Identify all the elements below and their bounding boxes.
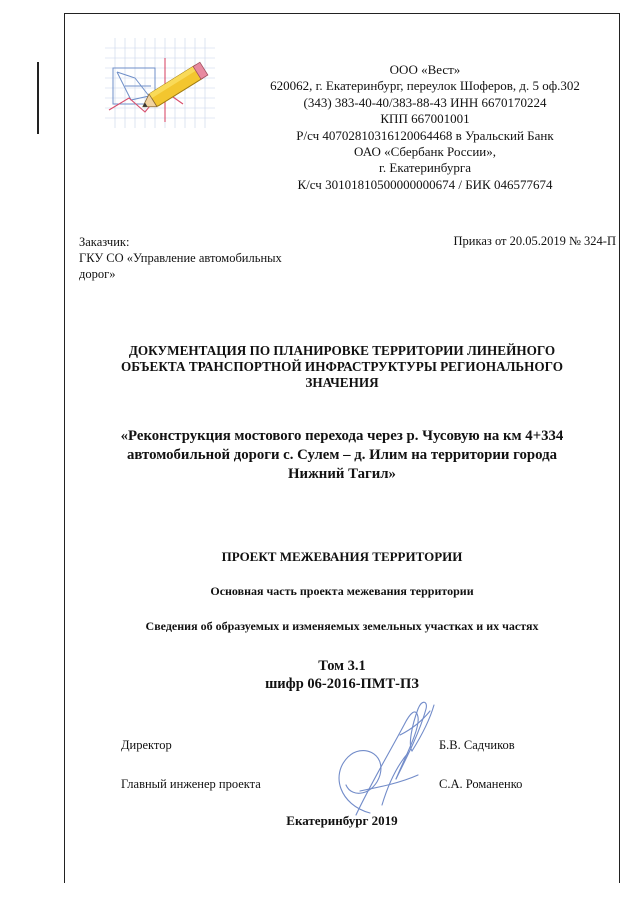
document-title [66,343,618,391]
document-title-line1: ДОКУМЕНТАЦИЯ ПО ПЛАНИРОВКЕ ТЕРРИТОРИИ ЛИНЕЙНОГО [128,343,556,358]
volume-number: Том 3.1 [318,658,366,674]
customer-block [79,234,339,282]
customer-name-line1: ГКУ СО «Управление автомобильных [79,251,282,265]
company-name: ООО «Вест» [389,62,461,77]
project-name [66,427,618,484]
company-logo-icon [105,38,215,128]
company-corr-account: К/сч 30101810500000000674 / БИК 046577674 [297,176,553,192]
company-requisites [232,62,618,193]
margin-line [37,62,39,134]
engineer-name: С.А. Романенко [439,777,523,791]
director-name: Б.В. Садчиков [439,738,515,752]
company-address: 620062, г. Екатеринбург, переулок Шоферов, д. 5 оф.302 [270,78,580,94]
order-reference: Приказ от 20.05.2019 № 324-П [453,234,616,248]
city-year: Екатеринбург 2019 [286,813,398,828]
project-name-line1: «Реконструкция мостового перехода через р. Чусовую на км 4+334 [120,428,564,444]
company-phone-inn: (343) 383-40-40/383-88-43 ИНН 6670170224 [303,94,547,110]
customer-label: Заказчик: [79,235,130,249]
company-kpp: КПП 667001001 [380,111,470,127]
customer-name-line2: дорог» [79,267,116,281]
section-subtitle-2: Сведения об образуемых и изменяемых земельных участках и их частях [145,619,539,633]
engineer-title: Главный инженер проекта [121,777,261,791]
project-name-line3: Нижний Тагил» [288,466,396,482]
document-title-line3: ЗНАЧЕНИЯ [305,375,379,390]
director-title: Директор [121,738,172,752]
volume-block [66,657,618,693]
volume-code: шифр 06-2016-ПМТ-ПЗ [265,676,419,692]
section-title: ПРОЕКТ МЕЖЕВАНИЯ ТЕРРИТОРИИ [221,549,463,564]
document-title-line2: ОБЪЕКТА ТРАНСПОРТНОЙ ИНФРАСТРУКТУРЫ РЕГИОНАЛЬНОГО [120,359,563,374]
project-name-line2: автомобильной дороги с. Сулем – д. Илим на территории города [127,447,557,463]
company-account: Р/сч 40702810316120064468 в Уральский Банк [296,127,554,143]
company-bank-city: г. Екатеринбурга [379,160,471,176]
signature-icon [300,695,450,823]
company-bank: ОАО «Сбербанк России», [353,144,496,160]
section-subtitle: Основная часть проекта межевания территории [210,584,474,598]
